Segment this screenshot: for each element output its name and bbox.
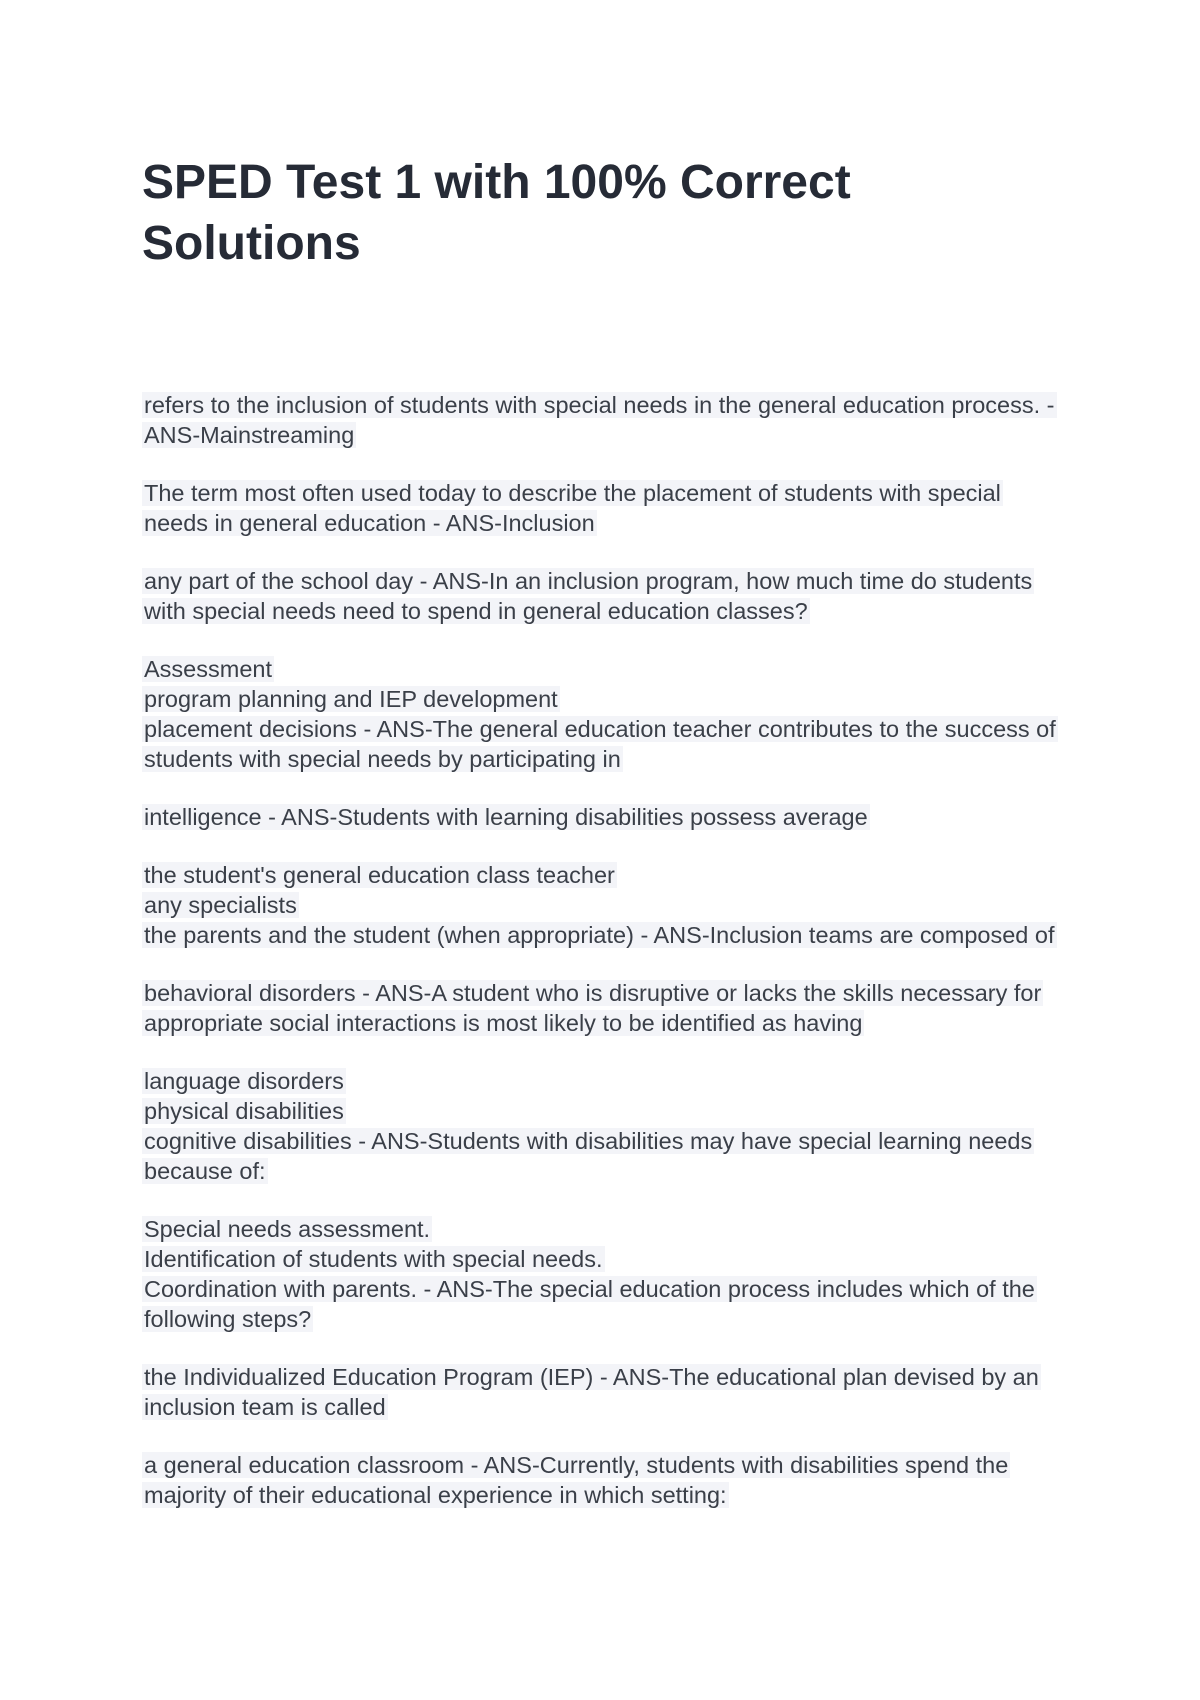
qa-line [142, 1096, 1062, 1126]
qa-line [142, 1244, 1062, 1274]
qa-line [142, 478, 1062, 508]
qa-item [142, 478, 1062, 538]
qa-line [142, 802, 1062, 832]
qa-line [142, 714, 1062, 744]
qa-item [142, 978, 1062, 1038]
qa-line-text: a general education classroom - ANS-Currently, students with disabilities spend the [144, 1452, 1009, 1478]
document-title-line-2: Solutions [142, 217, 361, 270]
qa-line-text: following steps? [144, 1306, 312, 1332]
qa-line-text: because of: [144, 1158, 266, 1184]
qa-line-text: students with special needs by participating in [144, 746, 621, 772]
qa-line-text: ANS-Mainstreaming [144, 422, 355, 448]
qa-item [142, 566, 1062, 626]
qa-item [142, 860, 1062, 950]
qa-line [142, 1156, 1062, 1186]
qa-line-text: any specialists [144, 892, 297, 918]
qa-line-text: cognitive disabilities - ANS-Students with disabilities may have special learning needs [144, 1128, 1033, 1154]
qa-line [142, 1066, 1062, 1096]
qa-line [142, 1126, 1062, 1156]
qa-item [142, 390, 1062, 450]
qa-line [142, 978, 1062, 1008]
qa-line-text: program planning and IEP development [144, 686, 558, 712]
qa-line [142, 684, 1062, 714]
qa-line-text: the student's general education class teacher [144, 862, 615, 888]
qa-line-text: Identification of students with special needs. [144, 1246, 603, 1272]
qa-line-text: behavioral disorders - ANS-A student who is disruptive or lacks the skills necessary for [144, 980, 1042, 1006]
qa-item [142, 1214, 1062, 1334]
qa-line-text: refers to the inclusion of students with special needs in the general education process. - [144, 392, 1055, 418]
qa-line-text: majority of their educational experience in which setting: [144, 1482, 727, 1508]
qa-line-text: placement decisions - ANS-The general education teacher contributes to the success of [144, 716, 1056, 742]
qa-line [142, 1214, 1062, 1244]
qa-line-text: physical disabilities [144, 1098, 344, 1124]
document-title [142, 152, 902, 274]
qa-item [142, 1362, 1062, 1422]
qa-line-text: appropriate social interactions is most likely to be identified as having [144, 1010, 863, 1036]
qa-line-text: Coordination with parents. - ANS-The special education process includes which of the [144, 1276, 1035, 1302]
qa-line-text: any part of the school day - ANS-In an inclusion program, how much time do students [144, 568, 1033, 594]
qa-line-text: with special needs need to spend in general education classes? [144, 598, 808, 624]
qa-line-text: Assessment [144, 656, 272, 682]
qa-line [142, 1450, 1062, 1480]
qa-line-text: needs in general education - ANS-Inclusion [144, 510, 595, 536]
qa-line [142, 566, 1062, 596]
qa-line [142, 508, 1062, 538]
qa-line [142, 1480, 1062, 1510]
qa-item [142, 1450, 1062, 1510]
qa-line [142, 596, 1062, 626]
qa-line [142, 744, 1062, 774]
qa-line-text: the parents and the student (when appropriate) - ANS-Inclusion teams are composed of [144, 922, 1055, 948]
qa-line-text: inclusion team is called [144, 1394, 386, 1420]
qa-line-text: language disorders [144, 1068, 344, 1094]
qa-line [142, 1274, 1062, 1304]
qa-line-text: Special needs assessment. [144, 1216, 431, 1242]
qa-line [142, 1392, 1062, 1422]
qa-item [142, 1066, 1062, 1186]
qa-line-text: intelligence - ANS-Students with learning disabilities possess average [144, 804, 868, 830]
qa-line-text: The term most often used today to describe the placement of students with special [144, 480, 1001, 506]
qa-line-text: the Individualized Education Program (IEP) - ANS-The educational plan devised by an [144, 1364, 1039, 1390]
qa-item [142, 802, 1062, 832]
document-title-line-1: SPED Test 1 with 100% Correct [142, 156, 851, 209]
qa-line [142, 860, 1062, 890]
qa-line [142, 1304, 1062, 1334]
qa-line [142, 1362, 1062, 1392]
qa-line [142, 654, 1062, 684]
qa-line [142, 920, 1062, 950]
qa-item [142, 654, 1062, 774]
qa-line [142, 420, 1062, 450]
qa-line [142, 1008, 1062, 1038]
qa-line [142, 390, 1062, 420]
qa-line [142, 890, 1062, 920]
qa-list [142, 390, 1062, 1538]
